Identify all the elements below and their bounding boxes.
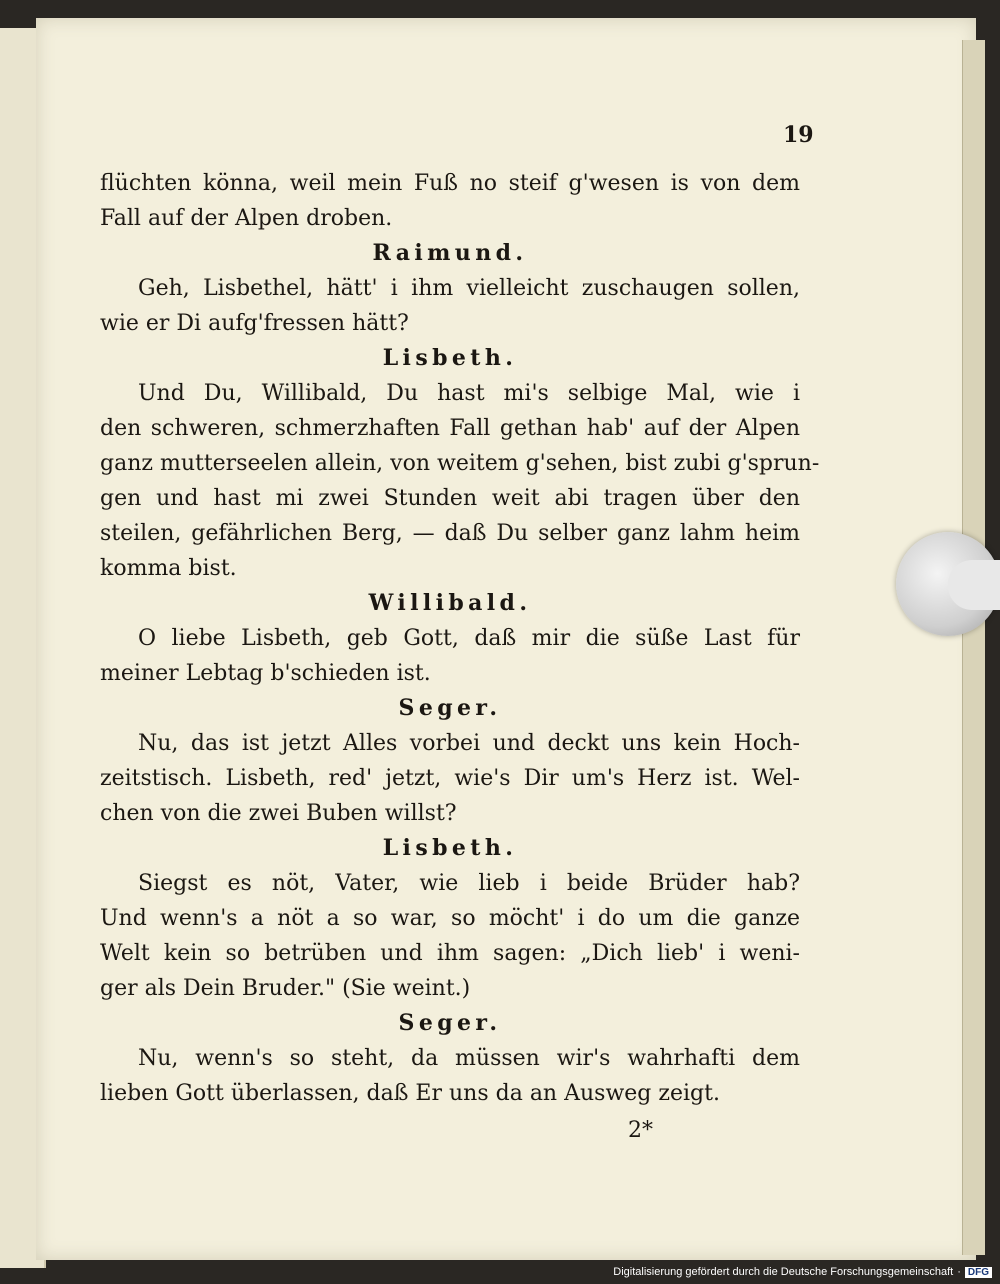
page-number: 19 — [783, 122, 814, 148]
page-text — [100, 166, 820, 1111]
speaker-name: Lisbeth. — [382, 345, 518, 371]
text-line: Nu, das ist jetzt Alles vorbei und deckt uns kein Hoch- — [138, 731, 800, 756]
text-line: Nu, wenn's so steht, da müssen wir's wahrhafti dem — [138, 1046, 800, 1071]
text-line: flüchten könna, weil mein Fuß no steif g'wesen is von dem — [100, 171, 800, 196]
speaker-name: Lisbeth. — [382, 835, 518, 861]
text-line: meiner Lebtag b'schieden ist. — [100, 661, 431, 686]
speaker-name: Raimund. — [372, 240, 528, 266]
text-line: O liebe Lisbeth, geb Gott, daß mir die süße Last für — [138, 626, 800, 651]
dfg-logo: DFG — [965, 1267, 992, 1278]
text-line: komma bist. — [100, 556, 237, 581]
text-line: zeitstisch. Lisbeth, red' jetzt, wie's Dir um's Herz ist. Wel- — [100, 766, 800, 791]
text-line: wie er Di aufg'fressen hätt? — [100, 311, 409, 336]
text-line: chen von die zwei Buben willst? — [100, 801, 457, 826]
speaker-name: Seger. — [398, 695, 502, 721]
speaker-name: Seger. — [398, 1010, 502, 1036]
text-line: steilen, gefährlichen Berg, — daß Du selber ganz lahm heim — [100, 521, 800, 546]
text-line: lieben Gott überlassen, daß Er uns da an Ausweg zeigt. — [100, 1081, 720, 1106]
text-line: Und wenn's a nöt a so war, so möcht' i do um die ganze — [100, 906, 800, 931]
page-clip-inner — [948, 560, 1000, 610]
text-line: Siegst es nöt, Vater, wie lieb i beide Brüder hab? — [138, 871, 800, 896]
text-line: den schweren, schmerzhaften Fall gethan hab' auf der Alpen — [100, 416, 800, 441]
page-stack-edge — [962, 40, 985, 1255]
text-line: gen und hast mi zwei Stunden weit abi tragen über den — [100, 486, 800, 511]
footer-text: Digitalisierung gefördert durch die Deutsche Forschungsgemeinschaft — [613, 1266, 954, 1278]
footer-credit: Digitalisierung gefördert durch die Deutsche Forschungsgemeinschaft · DFG — [613, 1266, 992, 1278]
text-line: Geh, Lisbethel, hätt' i ihm vielleicht zuschaugen sollen, — [138, 276, 800, 301]
text-line: ganz mutterseelen allein, von weitem g'sehen, bist zubi g'sprun- — [100, 451, 820, 476]
text-line: ger als Dein Bruder." (Sie weint.) — [100, 976, 471, 1001]
text-line: Welt kein so betrüben und ihm sagen: „Dich lieb' i weni- — [100, 941, 800, 966]
text-line: Fall auf der Alpen droben. — [100, 206, 393, 231]
printer-signature: 2* — [628, 1118, 653, 1143]
text-line: Und Du, Willibald, Du hast mi's selbige Mal, wie i — [138, 381, 800, 406]
speaker-name: Willibald. — [368, 590, 532, 616]
